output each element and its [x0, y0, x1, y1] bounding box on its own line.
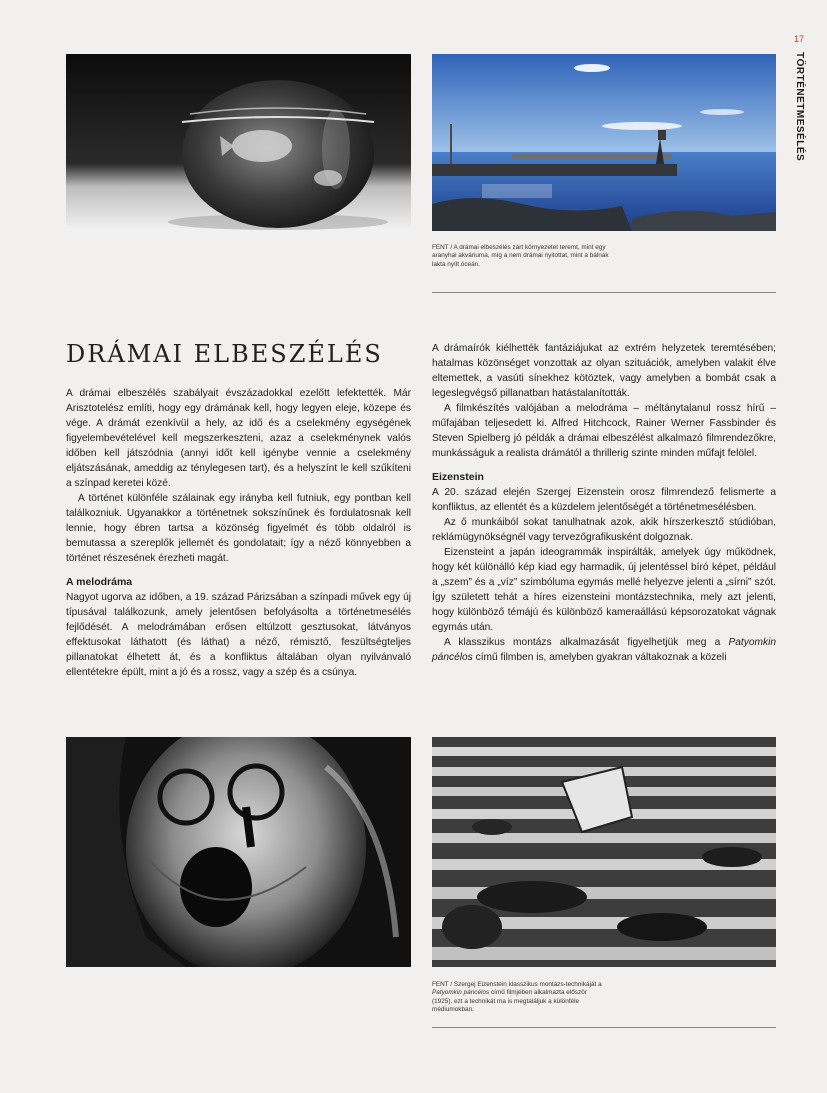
odessa-steps-still — [432, 737, 776, 967]
paragraph: A 20. század elején Szergej Eizenstein orosz filmrendező felismerte a konfliktus, az ellentét és a küzdelem jelentőségét a történetmesélésben. — [432, 487, 776, 513]
running-title: TÖRTÉNETMESÉLÉS — [794, 52, 805, 162]
screaming-woman-still — [66, 737, 411, 967]
film-title: Patyomkin páncélos — [432, 637, 776, 663]
article-title: DRÁMAI ELBESZÉLÉS — [66, 340, 383, 368]
bottom-caption: FENT / Szergej Eizenstein klasszikus montázs-technikáját a Patyomkin páncélos című filmjében alkalmazta először (1925), ezt a technikát ma is megtaláljuk a különféle médiumokban. — [432, 981, 602, 1014]
paragraph: Eizensteint a japán ideogrammák inspirálták, amelyek úgy működnek, hogy két különálló kép kiad egy harmadik, új jelentéssel bíró képet, például a „szem” és a „víz” szimbóluma egymás mellé helyezve jelenti a „sírni” szót. Így született tehát a híres eizensteini montázstechnika, mely azt jelenti, hogy különböző témájú és különböző kameraállású képsorozatokat vágnak egymás után. — [432, 547, 776, 633]
right-column — [432, 341, 776, 665]
paragraph: A történet különféle szálainak egy irányba kell futniuk, egy pontban kell találkozniuk. Ugyanakkor a történetnek sokszínűnek és fordulatosnak kell lennie, hogy ébren tartsa a közönség figyelmét és több oldalról is bemutassa a szereplők jellemét és gondolatait; így a néző könnyebben a történet részesének érezheti magát. — [66, 493, 411, 564]
paragraph: A drámaírók kiélhették fantáziájukat az extrém helyzetek teremtésében; hatalmas közönséget vonzottak az olyan szituációk, amelyben valakit élve eltemettek, a vasúti sínekhez kötöztek, vagy amelyben a bombát csak a legeslegvégső pillanatban hatástalanították. — [432, 343, 776, 399]
paragraph: Az ő munkáiból sokat tanulhatnak azok, akik hírszerkesztő stúdióban, reklámügynökségnél vagy tervezőgrafikusként dolgoznak. — [432, 517, 776, 543]
goldfish-bowl-photo — [66, 54, 411, 231]
paragraph: A klasszikus montázs alkalmazását figyelhetjük meg a Patyomkin páncélos című filmben is, amelyben gyakran váltakoznak a közeli — [432, 637, 776, 663]
bottom-caption-divider — [432, 1027, 776, 1028]
left-column — [66, 386, 411, 680]
page-number: 17 — [793, 34, 804, 44]
paragraph: A drámai elbeszélés szabályait évszázadokkal ezelőtt lefektették. Már Arisztotelész említi, hogy egy drámának kell, hogy legyen eleje, közepe és vége. A drámát ezenkívül a hely, az idő és a cselekmény egységének figyelembevételével kell megszerkeszteni, azaz a cselekménynek valós időben kell játszódnia (annyi időt kell igénybe vennie a cselekmény eljátszásának, ameddig az ténylegesen tart), és a helyszínt le kell szűkíteni a színpad keretei közé. — [66, 388, 411, 489]
paragraph: Nagyot ugorva az időben, a 19. század Párizsában a színpadi művek egy új típusával találkozunk, amely jelentősen befolyásolta a történetmesélés fejlődését. A melodrámában erősen eltúlzott gesztusokat, látványos effektusokat láthatott (és láthat) a néző, rémisztő, feszültségteljes pillanatokat élhetett át, és a konfliktus általában olyan nyilvánvaló ellentétekre épült, mint a jó és a rossz, vagy a szép és a csúnya. — [66, 592, 411, 678]
subheading-eizenstein: Eizenstein — [432, 471, 484, 483]
subheading-melodrama: A melodráma — [66, 576, 133, 588]
harbor-sea-photo — [432, 54, 776, 231]
top-caption: FENT / A drámai elbeszélés zárt környezetet teremt, mint egy aranyhal akváriuma, míg a nem drámai nyitottat, mint a bálnák lakta nyílt óceán. — [432, 244, 609, 268]
paragraph: A filmkészítés valójában a melodráma – méltánytalanul rossz hírű – műfajában teljesedett ki. Alfred Hitchcock, Rainer Werner Fassbinder és Steven Spielberg jó példák a drámai elbeszélést alkalmazó filmrendezőkre, munkásságuk a realista drámától a thrillerig szinte minden műfajt felölel. — [432, 403, 776, 459]
top-caption-divider — [432, 292, 776, 293]
